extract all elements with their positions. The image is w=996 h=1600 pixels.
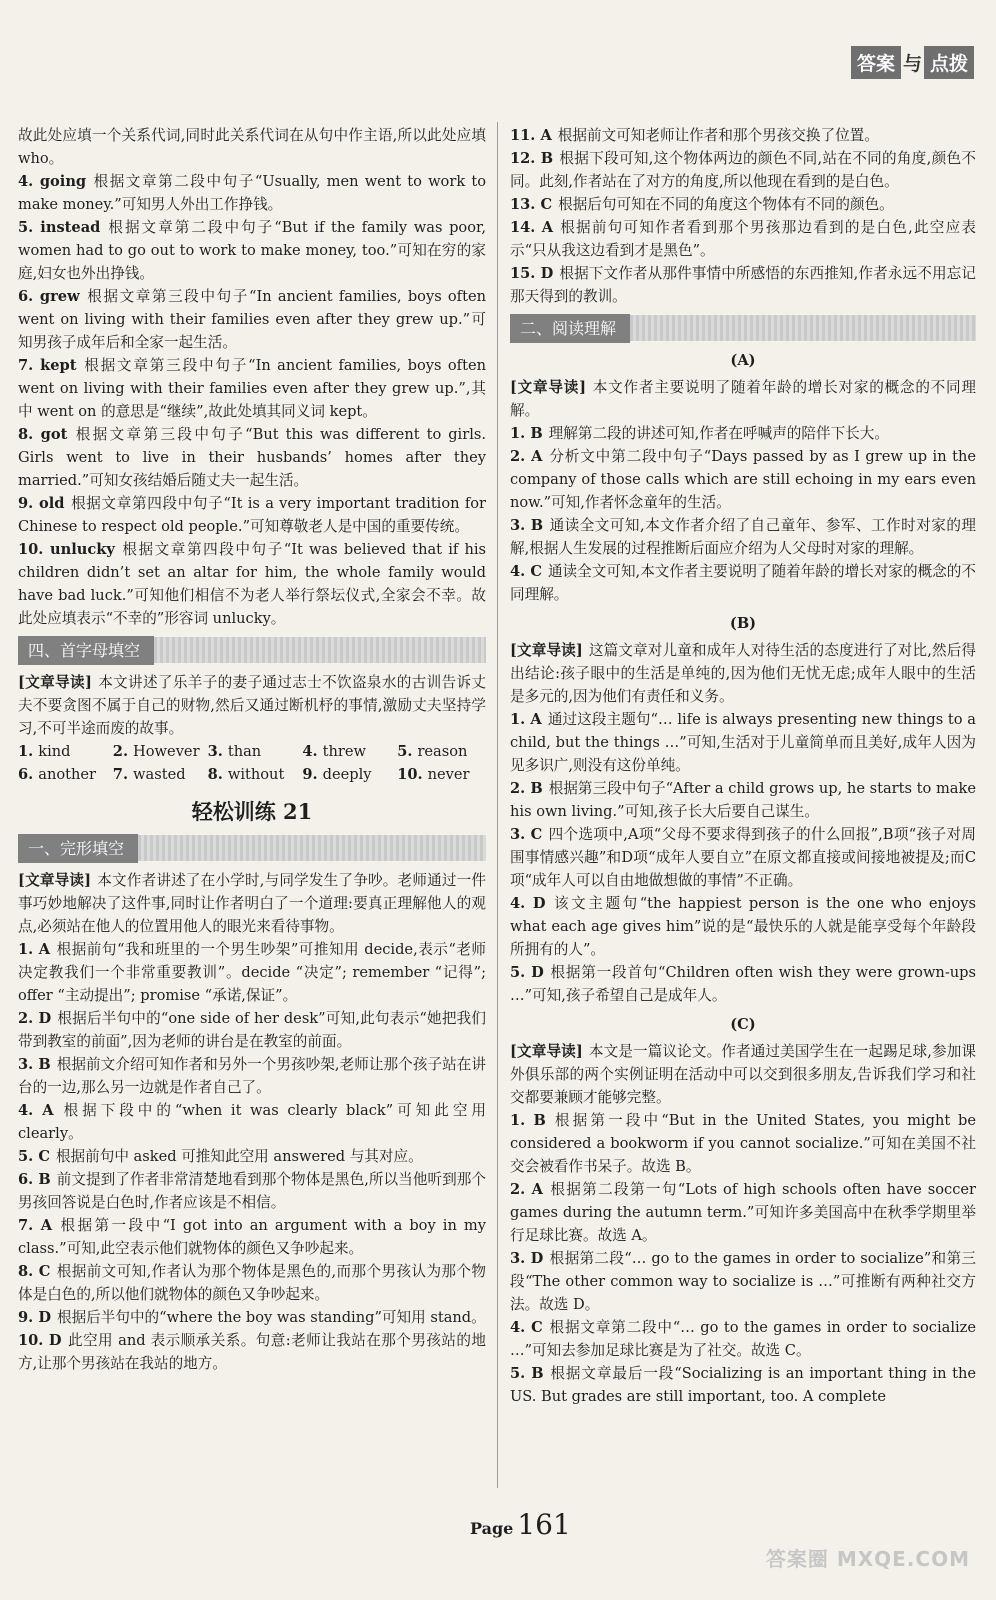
section-label: 二、阅读理解 <box>510 314 630 343</box>
answer-item <box>18 216 486 285</box>
answer-number: 15. D <box>510 265 554 282</box>
answer-number: 13. C <box>510 196 553 213</box>
answer-number: 9. old <box>18 495 65 512</box>
initial-letter-answer <box>302 740 391 763</box>
answer-item <box>18 1306 486 1329</box>
answer-badge <box>851 46 974 79</box>
badge-and: 与 <box>901 46 924 79</box>
answer-text: 根据后半句中的“one side of her desk”可知,此句表示“她把我们带到教室的前面”,因为老师的讲台是在教室的前面。 <box>18 1010 486 1050</box>
answer-text: 根据第一段中“But in the United States, you might be considered a bookworm if you cannot socialize.”可知在美国不社交会被看作书呆子。故选 B。 <box>510 1112 977 1175</box>
answer-text: 根据第三段中句子“After a child grows up, he starts to make his own living.”可知,孩子长大后要自己谋生。 <box>510 780 976 820</box>
answer-item <box>18 1168 486 1214</box>
answer-number: 7. <box>112 766 129 783</box>
guide-text: 这篇文章对儿童和成年人对待生活的态度进行了对比,然后得出结论:孩子眼中的生活是单纯的,因为他们无忧无虑;成年人眼中的生活是多元的,因为他们有责任和义务。 <box>510 642 976 705</box>
answer-word: another <box>38 766 97 783</box>
answer-text: 通过这段主题句“… life is always presenting new things to a child, but the things …”可知,生活对于儿童简单而且美好,成年人因为见多识广,则没有这份单纯。 <box>510 711 976 774</box>
section-bar-fill <box>630 315 976 341</box>
section-label: 四、首字母填空 <box>18 636 154 665</box>
initial-letter-answers <box>18 740 486 786</box>
answer-number: 5. D <box>510 964 544 981</box>
answer-text: 根据前句“我和班里的一个男生吵架”可推知用 decide,表示“老师决定教我们一个非常重要教训”。decide “决定”; remember “记得”; offer “主动提出”; promise “承诺,保证”。 <box>18 941 487 1004</box>
answer-text: 根据下段中的“when it was clearly black”可知此空用 clearly。 <box>18 1102 486 1142</box>
left-column <box>18 124 486 1375</box>
guide-text: 本文作者讲述了在小学时,与同学发生了争吵。老师通过一件事巧妙地解决了这件事,同时让作者明白了一个道理:要真正理解他人的观点,必须站在他人的位置用他人的眼光来看待事物。 <box>18 872 486 935</box>
answer-word: never <box>427 766 470 783</box>
page-label: Page <box>470 1519 514 1538</box>
guide-tag: [文章导读] <box>18 872 92 889</box>
answer-text: 根据文章第二段中句子“Usually, men went to work to make money.”可知男人外出工作挣钱。 <box>18 173 486 213</box>
answer-item <box>510 961 976 1007</box>
answer-word: than <box>227 743 262 760</box>
answer-item <box>18 1099 486 1145</box>
initial-letter-answer <box>208 763 297 786</box>
answer-number: 1. A <box>18 941 51 958</box>
answer-item <box>510 1316 976 1362</box>
answer-number: 4. <box>302 743 318 760</box>
answer-item <box>510 560 976 606</box>
answer-item <box>510 1178 976 1247</box>
answer-word: threw <box>322 743 367 760</box>
passage-c-answers <box>510 1109 976 1408</box>
answer-number: 5. instead <box>18 219 101 236</box>
answer-number: 11. A <box>510 127 552 144</box>
answer-word: deeply <box>322 766 372 783</box>
section-bar-fill <box>154 637 486 663</box>
answer-item <box>18 1214 486 1260</box>
answer-text: 根据文章第二段中句子“But if the family was poor, women had to go out to work to make money, too.”可知在穷的家庭,妇女也外出挣钱。 <box>18 219 486 282</box>
answer-item <box>18 492 486 538</box>
section-label: 一、完形填空 <box>18 834 138 863</box>
answer-item <box>510 514 976 560</box>
answer-word: reason <box>417 743 468 760</box>
answer-item <box>510 147 976 193</box>
answer-number: 10. <box>397 766 423 783</box>
section-header-cloze <box>18 833 486 863</box>
answer-number: 9. <box>302 766 318 783</box>
answer-number: 4. D <box>510 895 546 912</box>
answer-number: 5. B <box>510 1365 544 1382</box>
passage-b-heading: (B) <box>729 615 757 632</box>
answer-item <box>510 823 976 892</box>
site-watermark: 答案圈 MXQE.COM <box>765 1547 970 1571</box>
answer-number: 1. B <box>510 1112 546 1129</box>
guide-text: 本文是一篇议论文。作者通过美国学生在一起踢足球,参加课外俱乐部的两个实例证明在活动中可以交到很多朋友,告诉我们学习和社交都要兼顾才能够完整。 <box>510 1043 976 1106</box>
initial-letter-answer <box>397 740 486 763</box>
answer-text: 根据文章第三段中句子“But this was different to girls. Girls went to live in their husbands’ homes after they married.”可知女孩结婚后随丈夫一起生活。 <box>18 426 486 489</box>
answer-item <box>18 938 486 1007</box>
answer-text: 根据文章第三段中句子“In ancient families, boys often went on living with their families even after they grew up.”,其中 went on 的意思是“继续”,故此处填其同义词 kept。 <box>18 357 486 420</box>
answer-text: 根据文章第三段中句子“In ancient families, boys often went on living with their families even after they grew up.”可知男孩子成年后和全家一起生活。 <box>18 288 486 351</box>
answer-number: 12. B <box>510 150 554 167</box>
answer-item <box>510 216 976 262</box>
answer-number: 3. C <box>510 826 543 843</box>
answer-number: 2. D <box>18 1010 52 1027</box>
badge-tips: 点拨 <box>924 46 974 79</box>
answer-text: 根据前句可知作者看到那个男孩那边看到的是白色,此空应表示“只从我这边看到才是黑色”。 <box>510 219 976 259</box>
left-top-answers <box>18 124 486 630</box>
passage-a-heading: (A) <box>730 352 756 369</box>
answer-number: 10. D <box>18 1332 62 1349</box>
answer-item <box>510 193 976 216</box>
answer-text: 根据文章第二段中“… go to the games in order to socialize …”可知去参加足球比赛是为了社交。故选 C。 <box>510 1319 977 1359</box>
answer-text: 根据文章最后一段“Socializing is an important thing in the US. But grades are still important, too. A complete <box>510 1365 976 1405</box>
answer-text: 根据第二段“… go to the games in order to socialize”和第三段“The other common way to socialize is …”可推断有两种社交方法。故选 D。 <box>510 1250 976 1313</box>
answer-item <box>510 124 976 147</box>
answer-number: 4. C <box>510 1319 543 1336</box>
answer-item <box>510 1247 976 1316</box>
answer-text: 分析文中第二段中句子“Days passed by as I grew up in the company of those calls which are still echoing in my ears even now.”可知,作者怀念童年的生活。 <box>510 448 977 511</box>
answer-number: 4. A <box>18 1102 54 1119</box>
answer-number: 1. <box>18 743 34 760</box>
answer-text: 根据前文可知,作者认为那个物体是黑色的,而那个男孩认为那个物体是白色的,所以他们就物体的颜色又争吵起来。 <box>18 1263 486 1303</box>
answer-item <box>18 538 486 630</box>
passage-a-answers <box>510 422 976 606</box>
initial-letter-answer <box>113 740 202 763</box>
article-guide <box>18 869 486 938</box>
answer-word: kind <box>38 743 71 760</box>
answer-text: 根据第一段中“I got into an argument with a boy in my class.”可知,此空表示他们就物体的颜色又争吵起来。 <box>18 1217 486 1257</box>
answer-number: 1. B <box>510 425 543 442</box>
article-guide <box>18 671 486 740</box>
page-number <box>470 1508 571 1541</box>
answer-text: 通读全文可知,本文作者主要说明了随着年龄的增长对家的概念的不同理解。 <box>510 563 976 603</box>
column-divider <box>497 122 498 1488</box>
answer-text: 根据前文可知老师让作者和那个男孩交换了位置。 <box>557 127 879 144</box>
answer-item <box>18 1145 486 1168</box>
guide-tag: [文章导读] <box>510 379 587 396</box>
answer-number: 4. C <box>510 563 542 580</box>
answer-text: 故此处应填一个关系代词,同时此关系代词在从句中作主语,所以此处应填 who。 <box>18 127 486 167</box>
answer-text: 根据前句中 asked 可推知此空用 answered 与其对应。 <box>55 1148 423 1165</box>
right-column <box>510 124 976 1408</box>
answer-number: 6. B <box>18 1171 51 1188</box>
answer-number: 8. got <box>18 426 68 443</box>
answer-item <box>18 285 486 354</box>
answer-number: 1. A <box>510 711 542 728</box>
answer-number: 2. B <box>510 780 543 797</box>
answer-text: 理解第二段的讲述可知,作者在呼喊声的陪伴下长大。 <box>548 425 889 442</box>
guide-text: 本文作者主要说明了随着年龄的增长对家的概念的不同理解。 <box>510 379 976 419</box>
answer-word: without <box>227 766 285 783</box>
initial-letter-answer <box>397 763 486 786</box>
initial-letter-answer <box>113 763 202 786</box>
article-guide <box>510 376 976 422</box>
section-header-initial-letter <box>18 635 486 665</box>
practice-title: 轻松训练 21 <box>191 799 313 824</box>
answer-number: 2. A <box>510 1181 543 1198</box>
answer-item <box>18 354 486 423</box>
answer-number: 7. A <box>18 1217 53 1234</box>
answer-number: 2. A <box>510 448 543 465</box>
answer-text: 根据后半句中的“where the boy was standing”可知用 stand。 <box>56 1309 486 1326</box>
answer-number: 6. grew <box>18 288 80 305</box>
guide-tag: [文章导读] <box>18 674 92 691</box>
answer-number: 5. C <box>18 1148 50 1165</box>
answer-word: wasted <box>133 766 186 783</box>
answer-number: 6. <box>18 766 34 783</box>
answer-number: 8. C <box>18 1263 51 1280</box>
answer-text: 根据下段可知,这个物体两边的颜色不同,站在不同的角度,颜色不同。此刻,作者站在了对方的角度,所以他现在看到的是白色。 <box>510 150 976 190</box>
answer-text: 该文主题句“the happiest person is the one who enjoys what each age gives him”说的是“最快乐的人就是能享受每个年龄段所拥有的人”。 <box>510 895 976 958</box>
answer-number: 8. <box>207 766 223 783</box>
answer-item <box>18 124 486 170</box>
answer-item <box>510 892 976 961</box>
answer-text: 根据前文介绍可知作者和另外一个男孩吵架,老师让那个孩子站在讲台的一边,那么另一边就是作者自己了。 <box>18 1056 486 1096</box>
initial-letter-answer <box>302 763 391 786</box>
answer-item <box>510 777 976 823</box>
answer-number: 9. D <box>18 1309 51 1326</box>
answer-number: 7. kept <box>18 357 77 374</box>
article-guide <box>510 639 976 708</box>
answer-item <box>510 1109 976 1178</box>
answer-number: 10. unlucky <box>18 541 115 558</box>
answer-item <box>510 1362 976 1408</box>
answer-text: 四个选项中,A项“父母不要求得到孩子的什么回报”,B项“孩子对周围事情感兴趣”和D项“成年人要自立”在原文都直接或间接地被提及;而C项“成年人可以自由地做想做的事情”不正确。 <box>510 826 976 889</box>
passage-b-answers <box>510 708 976 1007</box>
answer-item <box>18 1260 486 1306</box>
answer-number: 3. <box>207 743 223 760</box>
answer-text: 根据第一段首句“Children often wish they were grown-ups …”可知,孩子希望自己是成年人。 <box>510 964 976 1004</box>
answer-text: 根据下文作者从那件事情中所感悟的东西推知,作者永远不用忘记那天得到的教训。 <box>510 265 976 305</box>
answer-text: 此空用 and 表示顺承关系。句意:老师让我站在那个男孩站的地方,让那个男孩站在我站的地方。 <box>18 1332 486 1372</box>
answer-number: 5. <box>397 743 413 760</box>
answer-word: However <box>133 743 200 760</box>
answer-item <box>18 170 486 216</box>
section-header-reading <box>510 313 976 343</box>
answer-text: 前文提到了作者非常清楚地看到那个物体是黑色,所以当他听到那个男孩回答说是白色时,作者应该是不相信。 <box>18 1171 486 1211</box>
badge-answers: 答案 <box>851 46 901 79</box>
answer-item <box>18 423 486 492</box>
answer-item <box>18 1329 486 1375</box>
right-top-answers <box>510 124 976 308</box>
answer-text: 根据文章第四段中句子“It was believed that if his children didn’t set an altar for him, the whole family would have bad luck.”可知他们相信不为老人举行祭坛仪式,全家会不幸。故此处应填表示“不幸的”形容词 unlucky。 <box>18 541 487 627</box>
section-bar-fill <box>138 835 486 861</box>
answer-number: 4. going <box>18 173 87 190</box>
guide-tag: [文章导读] <box>510 642 583 659</box>
passage-c-heading: (C) <box>730 1016 756 1033</box>
answer-text: 通读全文可知,本文作者介绍了自己童年、参军、工作时对家的理解,根据人生发展的过程推断后面应介绍为人父母时对家的理解。 <box>510 517 976 557</box>
answer-number: 3. B <box>18 1056 51 1073</box>
answer-item <box>510 422 976 445</box>
article-guide <box>510 1040 976 1109</box>
page-number-value: 161 <box>517 1508 571 1541</box>
answer-number: 2. <box>112 743 129 760</box>
answer-number: 14. A <box>510 219 554 236</box>
answer-item <box>510 445 976 514</box>
answer-text: 根据后句可知在不同的角度这个物体有不同的颜色。 <box>558 196 894 213</box>
answer-item <box>510 262 976 308</box>
answer-item <box>510 708 976 777</box>
initial-letter-answer <box>18 763 107 786</box>
guide-tag: [文章导读] <box>510 1043 583 1060</box>
answer-text: 根据第二段第一句“Lots of high schools often have soccer games during the autumn term.”可知许多美国高中在秋季学期里举行足球比赛。故选 A。 <box>510 1181 977 1244</box>
answer-text: 根据文章第四段中句子“It is a very important tradition for Chinese to respect old people.”可知尊敬老人是中国的重要传统。 <box>18 495 486 535</box>
answer-item <box>18 1053 486 1099</box>
cloze-answers <box>18 938 486 1375</box>
answer-item <box>18 1007 486 1053</box>
answer-number: 3. B <box>510 517 544 534</box>
answer-number: 3. D <box>510 1250 544 1267</box>
guide-text: 本文讲述了乐羊子的妻子通过志士不饮盗泉水的古训告诉丈夫不要贪图不属于自己的财物,然后又通过断机杼的事情,激励丈夫坚持学习,不可半途而废的故事。 <box>18 674 486 737</box>
initial-letter-answer <box>208 740 297 763</box>
initial-letter-answer <box>18 740 107 763</box>
